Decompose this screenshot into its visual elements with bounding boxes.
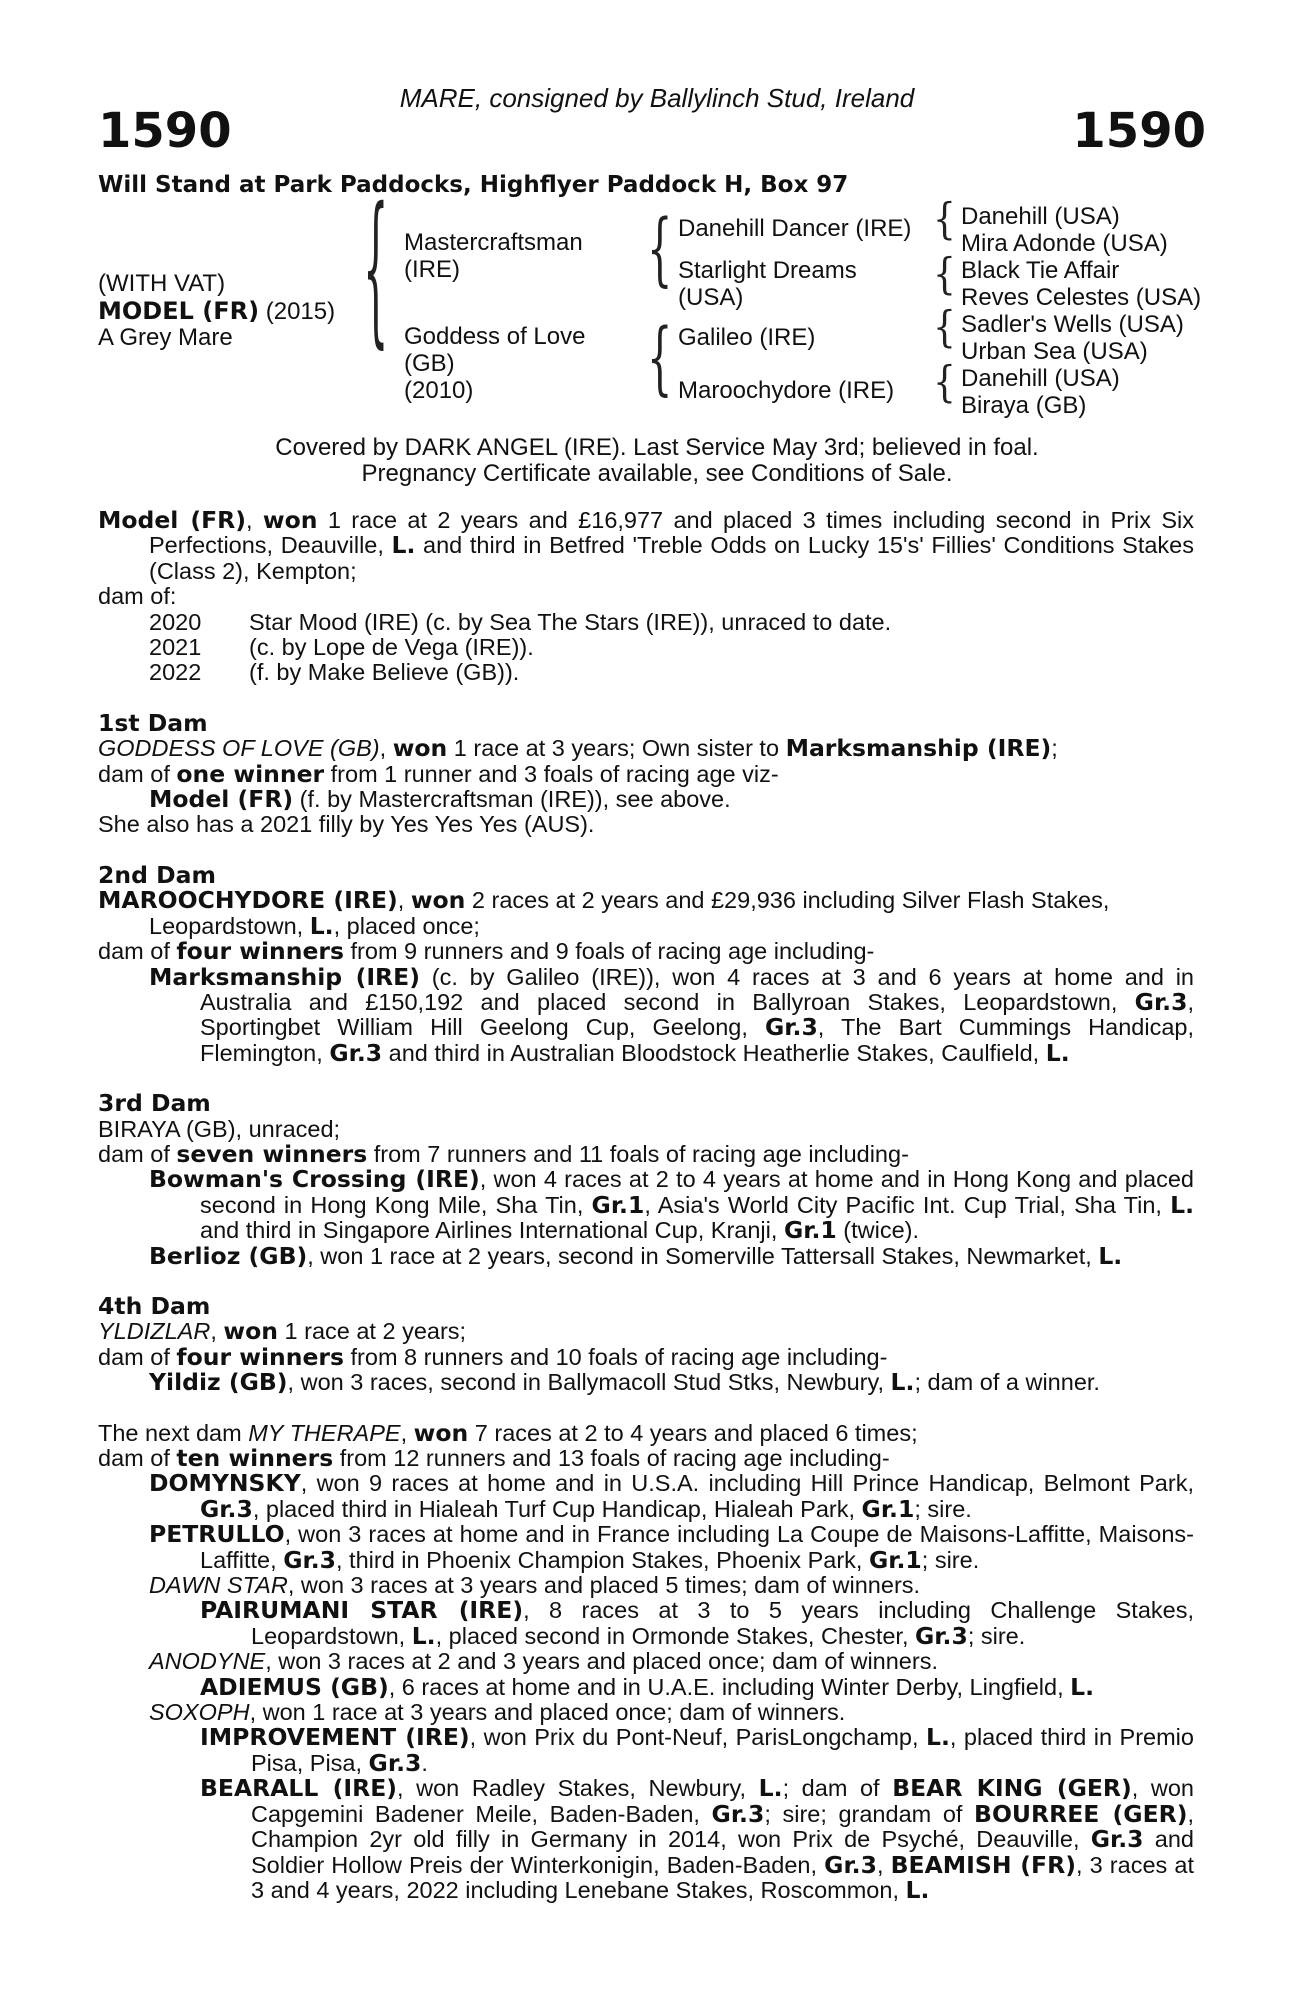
second-dam-summary: MAROOCHYDORE (IRE), won 2 races at 2 years and £29,936 including Silver Flash Stakes, Leopardstown, L., placed once; (98, 886, 1110, 940)
brace-dd: { (933, 357, 956, 408)
grandchild: ADIEMUS (GB), 6 races at home and in U.A.E. including Winter Derby, Lingfield, L. (200, 1672, 1095, 1701)
next-dam-produce: dam of ten winners from 12 runners and 13 foals of racing age including- (98, 1444, 890, 1472)
dam-line-3: (2010) (404, 377, 474, 404)
second-dam-produce: dam of four winners from 9 runners and 9 foals of racing age including- (98, 937, 875, 966)
produce-row: 2021 (c. by Lope de Vega (IRE)). (149, 634, 534, 661)
horse-name: MODEL (FR) (98, 297, 260, 325)
ds-dam: Urban Sea (USA) (961, 338, 1148, 365)
fourth-dam-child: Yildiz (GB), won 3 races, second in Ballymacoll Stud Stks, Newbury, L.; dam of a winner. (149, 1368, 1100, 1397)
dam-dam: Maroochydore (IRE) (678, 377, 895, 404)
first-dam-summary: GODDESS OF LOVE (GB), won 1 race at 3 years; Own sister to Marksmanship (IRE); (98, 734, 1058, 763)
model-dam-of: dam of: (98, 583, 177, 610)
brace-ds: { (933, 302, 956, 353)
ss-sire: Danehill (USA) (961, 203, 1120, 230)
horse-year: (2015) (265, 298, 336, 325)
catalogue-body (98, 508, 1194, 1903)
sire-line-1: Mastercraftsman (404, 229, 583, 256)
sd-sire: Black Tie Affair (961, 257, 1120, 284)
dd-dam: Biraya (GB) (961, 392, 1087, 419)
grandchild: PAIRUMANI STAR (IRE), 8 races at 3 to 5 years including Challenge Stakes, Leopardstown, L., placed second in Ormonde Stakes, Chester, Gr.3; sire. (200, 1596, 1194, 1650)
stand-location: Will Stand at Park Paddocks, Highflyer Paddock H, Box 97 (98, 172, 849, 198)
third-dam-produce: dam of seven winners from 7 runners and 11 foals of racing age including- (98, 1139, 909, 1168)
next-dam-child: DOMYNSKY, won 9 races at home and in U.S.A. including Hill Prince Handicap, Belmont Park, Gr.3, placed third in Hialeah Turf Cup Handicap, Hialeah Park, Gr.1; sire. (149, 1469, 1194, 1523)
lot-number-right: 1590 (1072, 103, 1206, 159)
first-dam-also: She also has a 2021 filly by Yes Yes Yes (AUS). (98, 811, 595, 838)
third-dam-child: Bowman's Crossing (IRE), won 4 races at 2 to 4 years at home and in Hong Kong and placed second in Hong Kong Mile, Sha Tin, Gr.1, Asia's World City Pacific Int. Cup Trial, Sha Tin, L. and third in Singapore Airlines International Cup, Kranji, Gr.1 (twice). (149, 1165, 1194, 1245)
dam-line-2: (GB) (404, 350, 455, 377)
brace-ss: { (933, 194, 956, 245)
next-dam-child: ANODYNE, won 3 races at 2 and 3 years and placed once; dam of winners. (149, 1648, 938, 1675)
sire-dam-line-1: Starlight Dreams (678, 257, 857, 284)
second-dam-heading: 2nd Dam (98, 860, 216, 889)
produce-row: 2022 (f. by Make Believe (GB)). (149, 659, 520, 686)
next-dam-summary: The next dam MY THERAPE, won 7 races at 2 to 4 years and placed 6 times; (98, 1418, 918, 1447)
ss-dam: Mira Adonde (USA) (961, 230, 1168, 257)
brace-dam: { (647, 313, 673, 405)
model-summary: Model (FR), won 1 race at 2 years and £16,977 and placed 3 times including second in Prix Six Perfections, Deauville, L. and third in Betfred 'Treble Odds on Lucky 15's' Fillies' Conditions Stakes (Class 2), Kempton; (98, 506, 1195, 584)
next-dam-child: SOXOPH, won 1 race at 3 years and placed once; dam of winners. (149, 1699, 846, 1726)
dam-sire: Galileo (IRE) (678, 324, 816, 351)
covered-line-1: Covered by DARK ANGEL (IRE). Last Service May 3rd; believed in foal. (275, 434, 1039, 461)
dd-sire: Danehill (USA) (961, 365, 1120, 392)
covered-line-2: Pregnancy Certificate available, see Conditions of Sale. (361, 460, 953, 487)
first-dam-heading: 1st Dam (98, 708, 208, 737)
sire-dam-line-2: (USA) (678, 284, 744, 311)
vat-label: (WITH VAT) (98, 270, 226, 297)
horse-title (98, 298, 335, 325)
first-dam-child: Model (FR) (f. by Mastercraftsman (IRE)), see above. (149, 785, 731, 814)
horse-description: A Grey Mare (98, 324, 233, 351)
sire-line-2: (IRE) (404, 256, 460, 283)
fourth-dam-heading: 4th Dam (98, 1291, 211, 1320)
brace-generation-1: { (363, 176, 389, 366)
consignment-line: MARE, consigned by Ballylinch Stud, Ireland (399, 83, 915, 113)
sd-dam: Reves Celestes (USA) (961, 284, 1202, 311)
fourth-dam-summary: YLDIZLAR, won 1 race at 2 years; (98, 1317, 467, 1346)
produce-row: 2020 Star Mood (IRE) (c. by Sea The Stars (IRE)), unraced to date. (149, 608, 892, 635)
grandchild: BEARALL (IRE), won Radley Stakes, Newbury, L.; dam of BEAR KING (GER), won Capgemini Badener Meile, Baden-Baden, Gr.3; sire; grandam of BOURREE (GER), Champion 2yr old filly in Germany in 2014, won Prix de Psyché, Deauville, Gr.3 and Soldier Hollow Preis der Winterkonigin, Baden-Baden, Gr.3, BEAMISH (FR), 3 races at 3 and 4 years, 2022 including Lenebane Stakes, Roscommon, L. (200, 1774, 1195, 1904)
next-dam-child: DAWN STAR, won 3 races at 3 years and placed 5 times; dam of winners. (149, 1572, 921, 1599)
sire-sire: Danehill Dancer (IRE) (678, 215, 912, 242)
ds-sire: Sadler's Wells (USA) (961, 311, 1184, 338)
second-dam-child: Marksmanship (IRE) (c. by Galileo (IRE)), won 4 races at 3 and 6 years at home and in Australia and £150,192 and placed second in Ballyroan Stakes, Leopardstown, Gr.3, Sportingbet William Hill Geelong Cup, Geelong, Gr.3, The Bart Cummings Handicap, Flemington, Gr.3 and third in Australian Bloodstock Heatherlie Stakes, Caulfield, L. (149, 962, 1194, 1067)
brace-sire: { (647, 204, 673, 296)
fourth-dam-produce: dam of four winners from 8 runners and 10 foals of racing age including- (98, 1342, 888, 1371)
first-dam-produce: dam of one winner from 1 runner and 3 foals of racing age viz- (98, 759, 779, 788)
next-dam-child: PETRULLO, won 3 races at home and in France including La Coupe de Maisons-Laffitte, Maisons-Laffitte, Gr.3, third in Phoenix Champion Stakes, Phoenix Park, Gr.1; sire. (149, 1520, 1194, 1574)
third-dam-child: Berlioz (GB), won 1 race at 2 years, second in Somerville Tattersall Stakes, Newmarket, L. (149, 1241, 1123, 1270)
third-dam-heading: 3rd Dam (98, 1089, 211, 1118)
lot-number-left: 1590 (98, 103, 232, 159)
third-dam-summary: BIRAYA (GB), unraced; (98, 1115, 341, 1142)
grandchild: IMPROVEMENT (IRE), won Prix du Pont-Neuf, ParisLongchamp, L., placed third in Premio Pisa, Pisa, Gr.3. (200, 1723, 1194, 1777)
dam-line-1: Goddess of Love (404, 323, 586, 350)
brace-sd: { (933, 249, 956, 300)
